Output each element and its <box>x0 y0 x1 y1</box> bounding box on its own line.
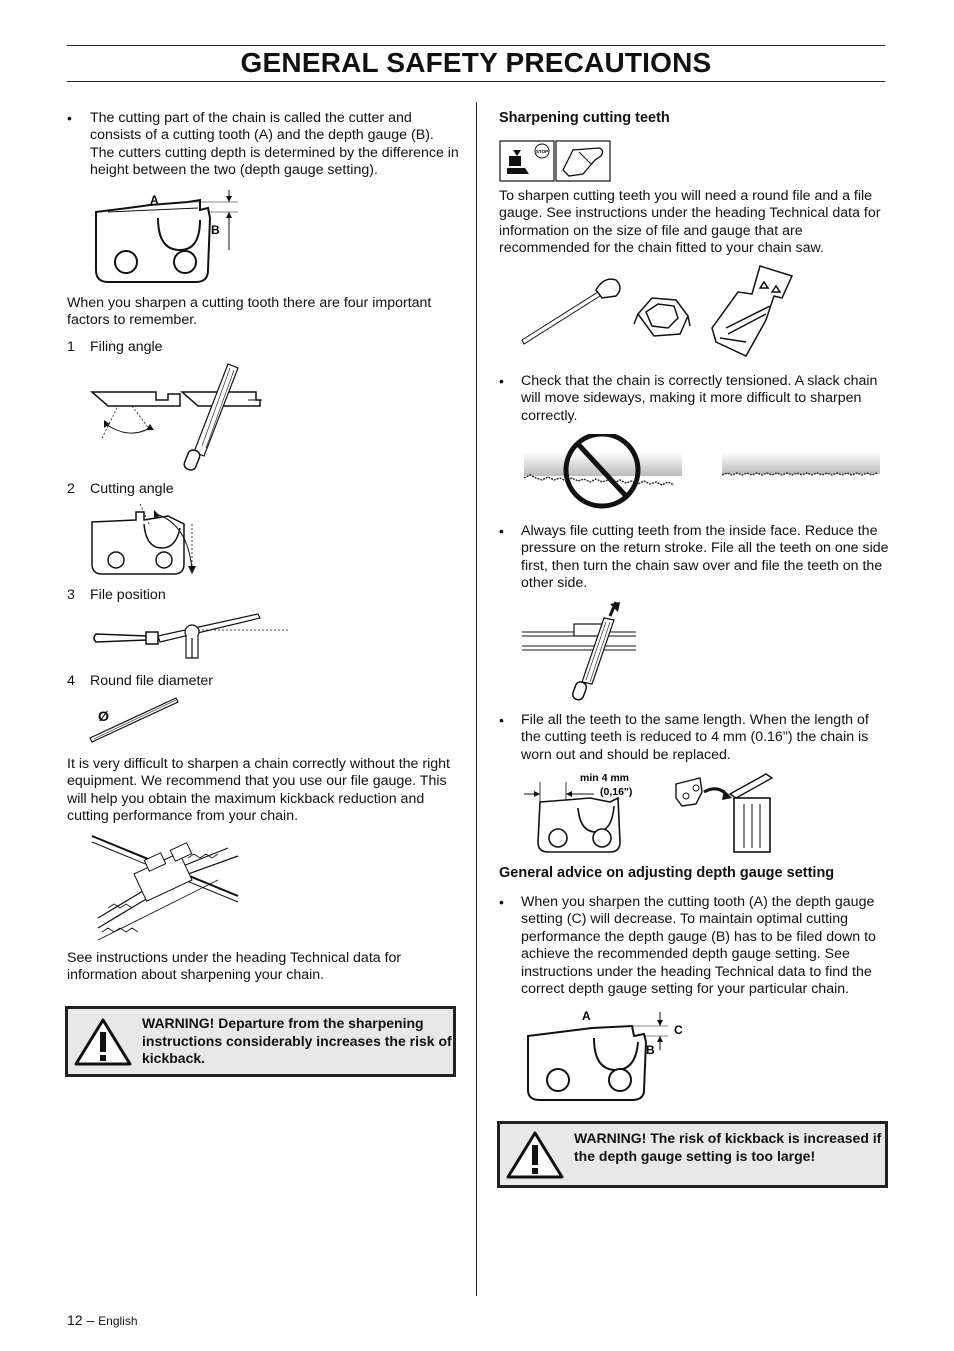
label-b: B <box>211 223 220 237</box>
factor-1-label: Filing angle <box>90 339 163 355</box>
page-footer <box>67 1312 138 1328</box>
chain-tension-text: Check that the chain is correctly tensioned. A slack chain will move sideways, making it more difficult to sharpen correctly. <box>521 373 878 424</box>
technical-data-reference: See instructions under the heading Technical data for information about sharpening your chain. <box>67 950 402 984</box>
bullet-marker: • <box>67 110 72 126</box>
factor-1-number: 1 <box>67 339 75 355</box>
factor-4-number: 4 <box>67 673 75 689</box>
chain-tension-figure <box>520 434 882 514</box>
file-from-inside-text: Always file cutting teeth from the inside face. Reduce the pressure on the return stroke. File all the teeth on one side first, then turn the chain saw over and file the teeth on the other side. <box>521 523 889 592</box>
bullet-marker: • <box>499 894 504 910</box>
diameter-symbol: Ø <box>98 709 110 725</box>
min-length-inch-label: (0,16") <box>600 786 633 798</box>
round-file-figure <box>88 696 183 746</box>
warning-triangle-icon <box>506 1130 564 1180</box>
heading-sharpening-cutting-teeth: Sharpening cutting teeth <box>499 110 670 126</box>
warning-box-sharpening <box>65 1006 456 1077</box>
warning-triangle-icon <box>74 1017 132 1067</box>
bullet-marker: • <box>499 373 504 389</box>
warning-text-sharpening: WARNING! Departure from the sharpening instructions considerably increases the risk of kickback. <box>142 1015 452 1066</box>
min-length-label: min 4 mm <box>580 772 630 784</box>
protective-gear-icons <box>499 140 613 182</box>
factor-3-label: File position <box>90 587 166 603</box>
cutter-tooth-figure <box>88 190 248 285</box>
title-bottom-rule <box>67 81 885 82</box>
depth-gauge-figure <box>520 1006 690 1102</box>
bullet-marker: • <box>499 712 504 728</box>
page-title: GENERAL SAFETY PRECAUTIONS <box>240 47 712 78</box>
file-gauge-recommendation: It is very difficult to sharpen a chain correctly without the right equipment. We recommend that you use our file gauge. This will help you obtain the maximum kickback reduction and cutting performance from your chain. <box>67 756 450 825</box>
title-top-rule <box>67 45 885 46</box>
warning-box-depth-gauge <box>497 1121 888 1188</box>
label-a: A <box>582 1009 591 1023</box>
round-file-and-gauges-figure <box>520 262 810 364</box>
cutter-description: The cutting part of the chain is called the cutter and consists of a cutting tooth (A) and the depth gauge (B). The cutters cutting depth is determined by the difference in height between the two (depth gauge setting). <box>90 110 459 179</box>
page-number: 12 – <box>67 1312 95 1328</box>
factor-4-label: Round file diameter <box>90 673 214 689</box>
cutting-angle-figure <box>88 504 203 579</box>
file-gauge-on-chain-figure <box>88 828 248 943</box>
factor-2-label: Cutting angle <box>90 481 174 497</box>
factor-3-number: 3 <box>67 587 75 603</box>
filing-direction-figure <box>520 598 640 703</box>
sharpening-tools-text: To sharpen cutting teeth you will need a round file and a file gauge. See instructions under the heading Technical data for information on the size of file and gauge that are recommended for the chain fitted to your chain saw. <box>499 188 881 257</box>
column-divider <box>476 102 477 1296</box>
warning-text-depth-gauge: WARNING! The risk of kickback is increased if the depth gauge setting is too large! <box>574 1130 882 1164</box>
depth-gauge-text: When you sharpen the cutting tooth (A) the depth gauge setting (C) will decrease. To maintain optimal cutting performance the depth gauge (B) has to be filed down to achieve the recommended depth gauge setting. See instructions under the heading Technical data to find the correct depth gauge setting for your particular chain. <box>521 894 876 998</box>
label-b: B <box>646 1043 655 1057</box>
file-position-figure <box>88 608 293 663</box>
tooth-length-text: File all the teeth to the same length. When the length of the cutting teeth is reduced to 4 mm (0.16") the chain is worn out and should be replaced. <box>521 712 869 763</box>
minimum-tooth-length-figure <box>520 768 782 856</box>
footer-language: English <box>98 1314 138 1328</box>
label-a: A <box>150 193 159 207</box>
four-factors-intro: When you sharpen a cutting tooth there are four important factors to remember. <box>67 295 432 329</box>
bullet-marker: • <box>499 523 504 539</box>
factor-2-number: 2 <box>67 481 75 497</box>
heading-depth-gauge-advice: General advice on adjusting depth gauge setting <box>499 865 835 881</box>
stop-label: STOP <box>535 149 549 154</box>
label-c: C <box>674 1023 683 1037</box>
filing-angle-figure <box>88 358 268 473</box>
